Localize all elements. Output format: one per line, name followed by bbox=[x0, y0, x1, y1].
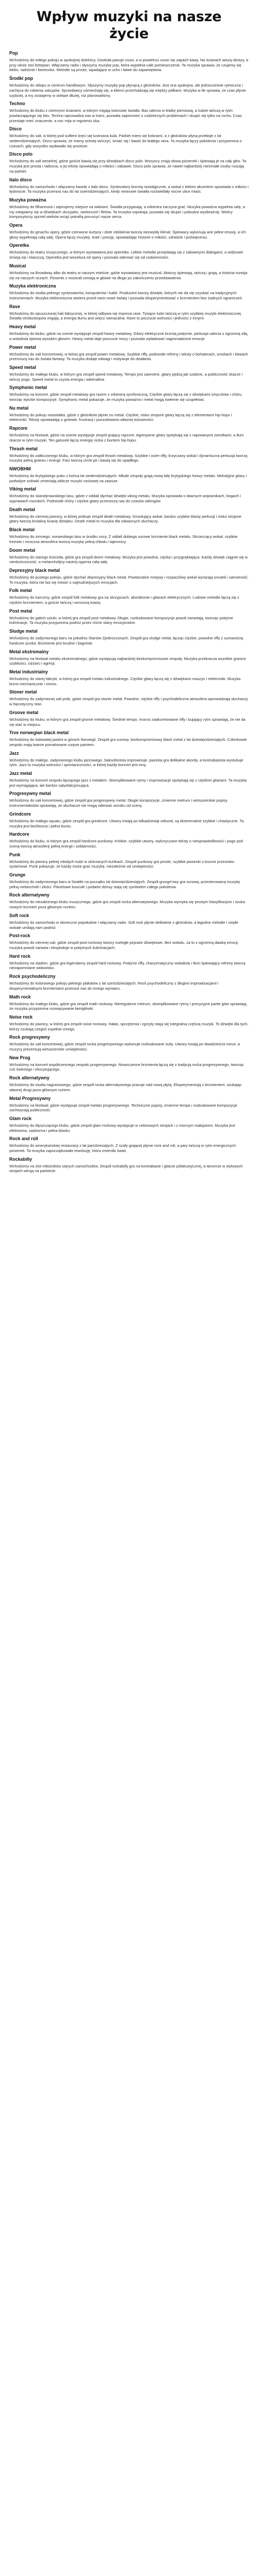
section-heading: Viking metal bbox=[9, 486, 36, 492]
article-section bbox=[9, 954, 249, 971]
article-content bbox=[0, 50, 258, 1174]
article-section bbox=[9, 689, 249, 706]
section-heading: Muzyka poważna bbox=[9, 197, 46, 202]
section-paragraph: Wchodzimy na zlot miłośników starych samochodów. Zespół rockabilly gra na kontrabasie i gitarze półakustycznej, a tancerze w stylowych strojach wirują na parkiecie. bbox=[9, 1163, 243, 1174]
section-heading: Heavy metal bbox=[9, 324, 36, 330]
article-section bbox=[9, 974, 249, 991]
section-paragraph: Wchodzimy na festiwal, gdzie występuje zespół metalu progresywnego. Techniczne popisy, zmienne tempa i rozbudowane kompozycje zachwycają publiczność. bbox=[9, 1103, 237, 1113]
section-paragraph: Wchodzimy do klubu, w którym gra zespół hardcore punkowy. Krótkie, szybkie utwory, wykrzyczane teksty o niesprawiedliwości i pogo pod sceną tworzą atmosferę pełną energii i solidarności. bbox=[9, 839, 243, 849]
article-section bbox=[9, 1136, 249, 1153]
section-heading: Operetka bbox=[9, 243, 29, 248]
article-section bbox=[9, 1157, 249, 1174]
article-section bbox=[9, 710, 249, 727]
section-paragraph: Wchodzimy do sklepu w centrum handlowym. Słyszymy muzykę pop płynącą z głośników. Jest ona spokojna, ale jednocześnie rytmiczna i zachęca do robienia zakupów. Sprzedawcy uśmiechają się, a klienci przechadzają się między półkami. Muzyka w tle sprawia, że czas płynie szybciej, a my zostajemy w sklepie dłużej, niż planowaliśmy. bbox=[9, 83, 246, 98]
section-heading: Groove metal bbox=[9, 709, 39, 715]
section-heading: Środki pop bbox=[9, 76, 33, 81]
section-heading: Musical bbox=[9, 263, 26, 268]
article-section bbox=[9, 446, 249, 463]
section-heading: Sludge metal bbox=[9, 629, 38, 634]
section-paragraph: Wchodzimy do sali koncertowej, gdzie zespół gra progresywny metal. Długie kompozycje, zmienne metrum i wirtuozerskie popisy instrumentalistów sprawiają, że słuchacze nie mogą oderwać wzroku od sceny. bbox=[9, 798, 228, 808]
section-paragraph: Wchodzimy do sali, w której pod sufitem kręci się lustrzana kula. Parkiet mieni się kolorami, a z głośników płyną przeboje z lat siedemdziesiątych. Disco sprawia, że mamy ochotę tańczyć, śmiać się i bawić do białego rana. Ta muzyka łączy pokolenia i przypomina o czasach, gdy wszystko wydawało się prostsze. bbox=[9, 133, 242, 148]
article-section bbox=[9, 548, 249, 565]
article-section bbox=[9, 1014, 249, 1031]
section-heading: Grunge bbox=[9, 872, 26, 878]
section-paragraph: Wchodzimy do starego kościoła, gdzie gra zespół doom metalowy. Muzyka jest powolna, ciężka i przygnębiająca. Każdy dźwięk ciągnie się w nieskończoność, a melancholijny nastrój ogarnia całą salę. bbox=[9, 554, 248, 565]
section-paragraph: Wchodzimy do ciemnej piwnicy, w której próbuje zespół death metalowy. Growlujący wokal, bardzo szybkie blasty perkusji i nisko strojone gitary tworzą brutalną ścianę dźwięku. Death metal to muzyka dla odważnych słuchaczy. bbox=[9, 514, 241, 524]
article-section bbox=[9, 263, 249, 280]
article-section bbox=[9, 76, 249, 98]
article-section bbox=[9, 304, 249, 321]
article-section bbox=[9, 629, 249, 646]
section-paragraph: Wchodzimy do sali koncertowej, w której gra zespół power metalowy. Szybkie riffy, podniosłe refreny i teksty o bohaterach, smokach i bitwach przenoszą nas do świata fantasy. Ta muzyka dodaje odwagi i motywuje do działania. bbox=[9, 351, 248, 362]
article-section bbox=[9, 1035, 249, 1052]
article-section bbox=[9, 994, 249, 1011]
section-paragraph: Wchodzimy do zadymionej sali prób, gdzie zespół gra stoner metal. Powolne, ciężkie riffy i psychodeliczna atmosfera wprowadzają słuchaczy w hipnotyczny stan. bbox=[9, 697, 248, 707]
section-paragraph: Wchodzimy do studia nagraniowego, gdzie zespół rocka alternatywnego pracuje nad nową płytą. Eksperymentują z brzmieniem, szukając własnej drogi poza głównym nurtem. bbox=[9, 1082, 242, 1092]
section-heading: Disco polo bbox=[9, 151, 33, 157]
section-paragraph: Wchodzimy do opuszczonej hali fabrycznej, w której odbywa się impreza rave. Tysiące ludzi tańczą w rytm szybkiej muzyki elektronicznej. Światła stroboskopów migają, a energia tłumu jest wręcz namacalna. Rave to poczucie wolności i jedności z innymi. bbox=[9, 311, 242, 321]
article-section bbox=[9, 751, 249, 768]
section-heading: Depresyjny black metal bbox=[9, 567, 60, 573]
section-heading: Muzyka elektroniczna bbox=[9, 283, 56, 289]
article-section bbox=[9, 126, 249, 148]
article-section bbox=[9, 1116, 249, 1133]
section-heading: Techno bbox=[9, 101, 25, 107]
section-paragraph: Wchodzimy do piwnicy, w której gra zespół noise rockowy. Hałas, sprzężenia i zgrzyty stają się integralną częścią muzyki. To dźwięki dla tych, którzy szukają czegoś zupełnie innego. bbox=[9, 1021, 249, 1031]
section-paragraph: Wchodzimy na stadion, gdzie gra legendarny zespół hard rockowy. Potężne riffy, charyzmatyczny wokalista i tłum śpiewający refreny tworzą niezapomniane widowisko. bbox=[9, 960, 246, 971]
section-paragraph: Wchodzimy do samochodu w słoneczne popołudnie i włączamy radio. Soft rock płynie delikatnie z głośników, a łagodne melodie i ciepłe wokale umilają nam podróż. bbox=[9, 920, 238, 930]
section-heading: Hardcore bbox=[9, 832, 29, 837]
section-heading: Folk metal bbox=[9, 588, 32, 594]
section-heading: Grindcore bbox=[9, 811, 31, 817]
section-heading: Trve norwegian black metal bbox=[9, 730, 69, 736]
section-paragraph: Wchodzimy na festiwal metalu ekstremalnego, gdzie występują najbardziej bezkompromisowe zespoły. Muzyka przekracza wszelkie granice szybkości, ciężaru i agresji. bbox=[9, 656, 246, 666]
section-heading: Metal industrialny bbox=[9, 669, 48, 674]
section-paragraph: Wchodzimy na koncert, gdzie zespół metalowy gra razem z orkiestrą symfoniczną. Ciężkie gitary łączą się z dźwiękami smyczków i chóru, tworząc epickie kompozycje. Symphonic metal pokazuje, że muzyka poważna i metal mogą świetnie się uzupełniać. bbox=[9, 392, 243, 402]
section-paragraph: Wchodzimy do starej fabryki, w której gra zespół metalu industrialnego. Ciężkie gitary łączą się z dźwiękami maszyn i elektroniki. Muzyka brzmi mechanicznie i zimno. bbox=[9, 676, 241, 686]
article-section bbox=[9, 649, 249, 666]
section-heading: Rock and roll bbox=[9, 1136, 38, 1142]
section-paragraph: Wchodzimy do zatłoczonego klubu, w którym gra zespół thrash metalowy. Szybkie i ostre riffy, krzyczany wokal i dynamiczna perkusja tworzą muzykę pełną gniewu i energii. Fani tworzą circle pit i bawią się do upadłego. bbox=[9, 453, 248, 463]
section-paragraph: Wchodzimy do sali weselnej, gdzie goście bawią się przy dźwiękach disco polo. Wszyscy znają słowa piosenek i śpiewają je na cały głos. Ta muzyka jest prosta i radosna, a jej teksty opowiadają o miłości i zabawie. Disco polo sprawia, że nawet najbardziej nieśmiałe osoby ruszają na parkiet. bbox=[9, 159, 247, 174]
article-section bbox=[9, 832, 249, 849]
section-heading: Speed metal bbox=[9, 364, 36, 370]
section-heading: Rock alternatywny bbox=[9, 892, 50, 898]
section-paragraph: Wchodzimy do zadymionego baru w Seattle na początku lat dziewięćdziesiątych. Zespół grunge'owy gra surową, przesterowaną muzykę pełną melancholii i złości. Flanelowe koszule i podarte dżinsy stają się symbolem całego pokolenia. bbox=[9, 879, 240, 889]
section-heading: NWOBHM bbox=[9, 466, 31, 471]
article-title: Wpływ muzyki na nasze życie bbox=[36, 9, 222, 42]
article-section bbox=[9, 669, 249, 686]
section-heading: Hard rock bbox=[9, 953, 31, 959]
section-paragraph: Wchodzimy do karczmy, gdzie zespół folk metalowy gra na skrzypcach, akordeonie i gitarach elektrycznych. Ludowe melodie łączą się z ciężkim brzmieniem, a goście tańczą i wznoszą toasty. bbox=[9, 595, 239, 605]
section-paragraph: Wchodzimy na festiwal, gdzie na scenie występuje zespół grający rapcore. Agresywne gitary spotykają się z rapowanymi zwrotkami, a tłum skacze w rytm muzyki. Ten gatunek łączy energię rocka z buntem hip-hopu. bbox=[9, 433, 244, 443]
section-heading: Math rock bbox=[9, 994, 31, 999]
section-heading: Pop bbox=[9, 50, 18, 56]
article-section bbox=[9, 1096, 249, 1113]
article-section bbox=[9, 197, 249, 219]
section-paragraph: Wchodzimy do brytyjskiego pubu z końca lat siedemdziesiątych. Młode zespoły grają nową falę brytyjskiego heavy metalu. Melodyjne gitary i podwójne solówki zmieniają oblicze muzyki rockowej na zawsze. bbox=[9, 473, 247, 483]
article-section bbox=[9, 243, 249, 260]
section-heading: Power metal bbox=[9, 344, 36, 350]
section-heading: Jazz bbox=[9, 750, 19, 756]
section-paragraph: Wchodzimy do zimnego, norweskiego lasu w środku nocy. Z oddali dobiega surowe brzmienie black metalu. Skrzeczący wokal, szybkie tremolo i mroczna atmosfera tworzą muzykę pełną chłodu i tajemnicy. bbox=[9, 534, 238, 544]
section-heading: Rave bbox=[9, 303, 21, 309]
section-paragraph: Wchodzimy do teatru muzycznego, w którym wystawiana jest operetka. Lekkie melodie przeplatają się z zabawnymi dialogami, a widzowie śmieją się i klaszczą. Operetka jest weselsza od opery i pozwala oderwać się od codzienności. bbox=[9, 250, 244, 260]
section-heading: Jazz metal bbox=[9, 771, 33, 776]
article-section bbox=[9, 771, 249, 788]
section-heading: Rock alternatywny bbox=[9, 1075, 50, 1081]
section-paragraph: Wchodzimy do małego klubu, w którym gra zespół speed metalowy. Tempo jest zawrotne, gitary pędzą jak szalone, a publiczność skacze i tańczy pogo. Speed metal to czysta energia i adrenalina. bbox=[9, 371, 243, 382]
section-paragraph: Wchodzimy do błyszczącego klubu, gdzie zespół glam rockowy występuje w cekinowych strojach i z mocnym makijażem. Muzyka jest efektowna, zadziorna i pełna blasku. bbox=[9, 1123, 235, 1133]
article-section bbox=[9, 101, 249, 123]
article-section bbox=[9, 852, 249, 869]
article-section bbox=[9, 913, 249, 930]
section-paragraph: Wchodzimy do filharmonii i zajmujemy miejsce na widowni. Światła przygasają, a orkiestra zaczyna grać. Muzyka poważna wypełnia salę, a my zatapiamy się w dźwiękach skrzypiec, wiolonczel i fletów. Ta muzyka uspokaja, pozwala się skupić i pobudza wyobraźnię. Wielcy kompozytorzy sprzed wieków wciąż potrafią poruszyć nasze serca. bbox=[9, 204, 245, 219]
article-section bbox=[9, 405, 249, 422]
section-heading: Rapcore bbox=[9, 426, 28, 431]
section-heading: Italo disco bbox=[9, 177, 32, 182]
section-heading: Stoner metal bbox=[9, 689, 37, 695]
section-heading: Post-rock bbox=[9, 933, 30, 939]
article-section bbox=[9, 791, 249, 808]
section-heading: Rockabilly bbox=[9, 1156, 33, 1162]
section-heading: Glam rock bbox=[9, 1115, 32, 1121]
section-heading: Nu metal bbox=[9, 405, 29, 411]
article-section bbox=[9, 283, 249, 300]
section-paragraph: Wchodzimy na koncert współczesnego zespołu progresywnego. Nowoczesne brzmienia łączą się z tradycją rocka progresywnego, tworząc coś świeżego i ekscytującego. bbox=[9, 1062, 244, 1072]
section-paragraph: Wchodzimy do kolorowego pokoju pełnego plakatów z lat sześćdziesiątych. Rock psychodeliczny z długimi improwizacjami i eksperymentalnymi brzmieniami przenosi nas do innego wymiaru. bbox=[9, 981, 219, 991]
section-paragraph: Wchodzimy do lodowatej jaskini w górach Norwegii. Zespół gra surowy, bezkompromisowy black metal z lat dziewięćdziesiątych. Członkowie zespołu mają twarze pomalowane corpse paintem. bbox=[9, 737, 247, 747]
section-heading: Noise rock bbox=[9, 1014, 33, 1020]
section-paragraph: Wchodzimy do piwnicy pełnej młodych ludzi w skórzanych kurtkach. Zespół punkowy gra proste, szybkie piosenki o buncie przeciwko systemowi. Punk pokazuje, że każdy może grać muzykę, niezależnie od umiejętności. bbox=[9, 859, 234, 869]
section-heading: Progresywny metal bbox=[9, 791, 51, 796]
section-paragraph: Wchodzimy do klubu z ciemnymi ścianami, w którym migają kolorowe światła. Bas uderza w klatkę piersiową, a ludzie tańczą w rytm powtarzającego się bitu. Techno wprowadza nas w trans, pozwala zapomnieć o codziennych problemach i skupić się tylko na ruchu. Czas przestaje mieć znaczenie, a noc mija w mgnieniu oka. bbox=[9, 108, 242, 123]
article-section bbox=[9, 223, 249, 240]
section-paragraph: Wchodzimy do amerykańskiej restauracji z lat pięćdziesiątych. Z szafy grającej płynie rock and roll, a pary tańczą w rytm energicznych piosenek. Ta muzyka zapoczątkowała rewolucję, która zmieniła świat. bbox=[9, 1143, 236, 1154]
article-section bbox=[9, 892, 249, 909]
section-heading: Thrash metal bbox=[9, 446, 38, 451]
article-section bbox=[9, 426, 249, 443]
section-paragraph: Wchodzimy na Broadway albo do teatru w naszym mieście, gdzie wystawiany jest musical. Aktorzy śpiewają, tańczą i grają, a historia rozwija się na naszych oczach. Piosenki z musicali zostają w głowie na długo po zakończeniu przedstawienia. bbox=[9, 270, 248, 280]
section-heading: Doom metal bbox=[9, 547, 36, 553]
section-heading: Metal Progresywny bbox=[9, 1095, 51, 1101]
section-paragraph: Wchodzimy na koncert zespołu łączącego jazz z metalem. Skomplikowane rytmy i improwizacje spotykają się z ciężkimi gitarami. Ta muzyka jest wymagająca, ale bardzo satysfakcjonująca. bbox=[9, 778, 247, 788]
section-paragraph: Wchodzimy do gmachu opery, gdzie czerwone kurtyny i złote zdobienia tworzą niezwykły klimat. Śpiewacy wykonują arie pełne emocji, a ich głosy wypełniają całą salę. Opera łączy muzykę, teatr i poezję, opowiadając historie o miłości, zdradzie i poświęceniu. bbox=[9, 230, 246, 240]
article-section bbox=[9, 872, 249, 889]
section-heading: Metal ekstremalny bbox=[9, 649, 49, 654]
section-heading: Disco bbox=[9, 126, 22, 132]
section-paragraph: Wchodzimy do sali koncertowej, gdzie zespół rocka progresywnego wykonuje rozbudowane suity. Utwory trwają po dwadzieścia minut, a muzycy prezentują wirtuozerskie umiejętności. bbox=[9, 1042, 240, 1052]
article-section bbox=[9, 466, 249, 483]
section-paragraph: Wchodzimy do pustego pokoju, gdzie słychać depresyjny black metal. Powtarzalne motywy i rozpaczliwy wokal wyrażają smutek i samotność. To muzyka, która nie boi się mówić o najtrudniejszych emocjach. bbox=[9, 574, 249, 585]
article-section bbox=[9, 730, 249, 747]
section-paragraph: Wchodzimy do skandynawskiego lasu, gdzie z oddali słychać dźwięki viking metalu. Muzyka opowiada o dawnych wojownikach, bogach i wyprawach morskich. Podniosłe chóry i ciężkie gitary przenoszą nas do czasów wikingów. bbox=[9, 494, 241, 504]
article-section bbox=[9, 588, 249, 605]
article-section bbox=[9, 151, 249, 174]
section-paragraph: Wchodzimy do miłego pokoju w spokojnej dzielnicy. Dookoła panuje cisza, a w powietrzu unosi się zapach kawy. Na ścianach wiszą obrazy, a przy oknie stoi fortepian. Włączamy radio i słyszymy muzykę pop, która wypełnia całe pomieszczenie. Ta muzyka sprawia, że czujemy się lekko, radośnie i beztrosko. Melodie są proste, wpadające w ucho i łatwe do zapamiętania. bbox=[9, 58, 248, 73]
article-section bbox=[9, 527, 249, 544]
section-heading: Opera bbox=[9, 223, 23, 228]
section-paragraph: Wchodzimy do zadymionego baru na południu Stanów Zjednoczonych. Zespół gra sludge metal, łącząc ciężkie, powolne riffy z surowością hardcore punka. Brzmienie jest brudne i bagniste. bbox=[9, 636, 243, 646]
section-heading: Black metal bbox=[9, 527, 35, 533]
article-section bbox=[9, 933, 249, 950]
section-paragraph: Wchodzimy do samochodu i włączamy kasetę z italo disco. Syntezatory brzmią nostalgicznie, a wokal z lekkim akcentem opowiada o miłości i tęsknocie. Ta muzyka przenosi nas do lat osiemdziesiątych, kiedy neonowe światła rozświetlały nocne ulice miast. bbox=[9, 184, 249, 194]
section-heading: Punk bbox=[9, 852, 21, 857]
section-paragraph: Wchodzimy do małego squatu, gdzie zespół gra grindcore. Utwory trwają po kilkadziesiąt sekund, są ekstremalnie szybkie i chaotyczne. Ta muzyka jest bezlitosna i pełna buntu. bbox=[9, 818, 244, 828]
section-heading: Symphonic metal bbox=[9, 385, 47, 391]
section-paragraph: Wchodzimy do klubu, w którym gra zespół groove metalowy. Średnie tempo, mocno zaakcentowane riffy i bujający rytm sprawiają, że nie da się stać w miejscu. bbox=[9, 717, 246, 727]
article-section bbox=[9, 50, 249, 73]
section-paragraph: Wchodzimy do niezależnego klubu muzycznego, gdzie gra zespół rocka alternatywnego. Muzyka wymyka się prostym klasyfikacjom i szuka nowych brzmień poza głównym nurtem. bbox=[9, 900, 245, 910]
section-paragraph: Wchodzimy do małego klubu, gdzie gra zespół math rockowy. Nieregularne metrum, skomplikowane rytmy i precyzyjne partie gitar sprawiają, że muzyka przypomina rozwiązywanie łamigłówki. bbox=[9, 1001, 248, 1011]
section-heading: Rock psychodeliczny bbox=[9, 974, 56, 979]
section-paragraph: Wchodzimy do małego, zadymionego klubu jazzowego. Saksofonista improwizuje, pianista gra delikatne akordy, a kontrabasista wystukuje rytm. Jazz to muzyka wolności i spontaniczności, w której każdy koncert jest inny. bbox=[9, 757, 244, 768]
section-paragraph: Wchodzimy do ciemnej sali, gdzie zespół post-rockowy tworzy rozległe pejzaże dźwiękowe. Bez wokalu, za to z ogromną dawką emocji, muzyka powoli narasta i eksploduje w potężnych kulminacjach. bbox=[9, 940, 239, 950]
section-paragraph: Wchodzimy do klubu, gdzie na scenie występuje zespół heavy metalowy. Gitary elektryczne brzmią potężnie, perkusja uderza z ogromną siłą, a wokalista śpiewa wysokim głosem. Heavy metal daje poczucie mocy i pozwala wyładować nagromadzone emocje. bbox=[9, 331, 248, 341]
article-section bbox=[9, 486, 249, 503]
article-section bbox=[9, 177, 249, 194]
article-section bbox=[9, 365, 249, 382]
article-section bbox=[9, 345, 249, 362]
section-heading: New Prog bbox=[9, 1055, 30, 1060]
article-section bbox=[9, 1055, 249, 1072]
article-section bbox=[9, 324, 249, 341]
article-section bbox=[9, 385, 249, 402]
article-section bbox=[9, 608, 249, 625]
article-section bbox=[9, 811, 249, 828]
section-paragraph: Wchodzimy do studia pełnego syntezatorów, komputerów i kabli. Producent tworzy dźwięki, których nie da się uzyskać na tradycyjnych instrumentach. Muzyka elektroniczna otwiera przed nami nowe światy i pozwala eksperymentować z brzmieniem bez żadnych ograniczeń. bbox=[9, 291, 243, 300]
section-paragraph: Wchodzimy do galerii sztuki, w której gra zespół post metalowy. Długie, rozbudowane kompozycje powoli narastają, tworząc potężne kulminacje. Ta muzyka przypomina podróż przez różne stany emocjonalne. bbox=[9, 615, 233, 625]
section-heading: Rock progresywny bbox=[9, 1035, 50, 1040]
section-heading: Death metal bbox=[9, 506, 35, 512]
article-section bbox=[9, 568, 249, 585]
article-section bbox=[9, 1075, 249, 1092]
section-paragraph: Wchodzimy do pokoju nastolatka, gdzie z głośników płynie nu metal. Ciężkie, nisko strojone gitary łączą się z elementami hip-hopu i elektroniki. Teksty opowiadają o gniewie, frustracji i poszukiwaniu własnej tożsamości. bbox=[9, 412, 232, 422]
article-section bbox=[9, 507, 249, 524]
section-heading: Post metal bbox=[9, 608, 33, 614]
section-heading: Soft rock bbox=[9, 912, 29, 918]
